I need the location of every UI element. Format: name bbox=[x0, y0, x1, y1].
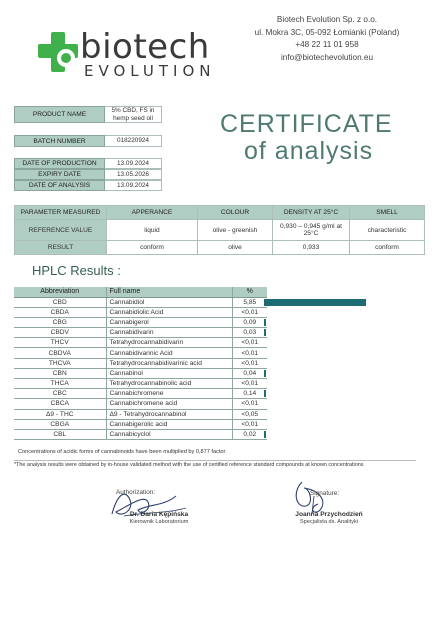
param-header-colour: COLOUR bbox=[198, 206, 273, 220]
hplc-row bbox=[14, 307, 267, 317]
hplc-percent: <0,01 bbox=[232, 379, 267, 389]
biotech-logo-plus-icon bbox=[36, 30, 80, 74]
hplc-abbreviation: CBN bbox=[14, 368, 106, 378]
hplc-abbreviation: CBDA bbox=[14, 307, 106, 317]
hplc-percent: 0,09 bbox=[232, 317, 267, 327]
hplc-full-name: Cannabidivarinic Acid bbox=[106, 348, 232, 358]
hplc-full-name: Cannabicyclol bbox=[106, 429, 232, 439]
param-header-density: DENSITY AT 25°C bbox=[273, 206, 350, 220]
analysis-row bbox=[14, 180, 162, 191]
result-colour: olive bbox=[198, 241, 273, 255]
hplc-row bbox=[14, 348, 267, 358]
hplc-percent: 0,02 bbox=[232, 429, 267, 439]
hplc-title: HPLC Results : bbox=[32, 263, 121, 278]
hplc-row bbox=[14, 317, 267, 327]
company-phone: +48 22 11 01 958 bbox=[295, 40, 359, 49]
logo-subtitle: EVOLUTION bbox=[84, 62, 216, 80]
logo-wordmark: biotech bbox=[80, 27, 210, 67]
hplc-percent: <0,05 bbox=[232, 409, 267, 419]
company-name: Biotech Evolution Sp. z o.o. bbox=[276, 15, 378, 24]
hplc-bar-cbc bbox=[264, 390, 266, 397]
hplc-header-row bbox=[14, 287, 267, 297]
reference-density: 0,930 – 0,945 g/ml at 25°C bbox=[273, 220, 350, 241]
company-contact bbox=[232, 14, 422, 64]
certificate-subtitle: of analysis bbox=[244, 137, 374, 165]
expiry-row bbox=[14, 169, 162, 180]
hplc-abbreviation: CBDV bbox=[14, 328, 106, 338]
hplc-row bbox=[14, 379, 267, 389]
hplc-percent: <0,01 bbox=[232, 348, 267, 358]
production-row bbox=[14, 158, 162, 169]
param-header-smell: SMELL bbox=[350, 206, 425, 220]
hplc-abbreviation: THCA bbox=[14, 379, 106, 389]
hplc-percent: <0,01 bbox=[232, 307, 267, 317]
hplc-full-name: Cannabichromene bbox=[106, 389, 232, 399]
hplc-full-name: Tetrahydrocannabidivarinic acid bbox=[106, 358, 232, 368]
product-name-label: PRODUCT NAME bbox=[14, 106, 105, 123]
hplc-full-name: Tetrahydrocannabidivarin bbox=[106, 338, 232, 348]
hplc-full-name: Cannabidiolic Acid bbox=[106, 307, 232, 317]
production-value: 13.09.2024 bbox=[105, 158, 162, 169]
hplc-bar-cbd bbox=[264, 299, 366, 306]
reference-label: REFERENCE VALUE bbox=[15, 220, 107, 241]
analysis-label: DATE OF ANALYSIS bbox=[14, 180, 105, 191]
result-label: RESULT bbox=[15, 241, 107, 255]
reference-row bbox=[15, 220, 425, 241]
company-address: ul. Mokra 3C, 05-092 Łomianki (Poland) bbox=[254, 27, 400, 37]
hplc-percent: 0,04 bbox=[232, 368, 267, 378]
hplc-abbreviation: CBG bbox=[14, 317, 106, 327]
hplc-abbreviation: CBGA bbox=[14, 419, 106, 429]
hplc-percent: <0,01 bbox=[232, 338, 267, 348]
hplc-percent: 5,85 bbox=[232, 297, 267, 307]
left-signature-role: Kierownik Laboratorium bbox=[129, 519, 189, 525]
hplc-abbreviation: THCVA bbox=[14, 358, 106, 368]
batch-label: BATCH NUMBER bbox=[14, 135, 105, 147]
hplc-abbreviation: THCV bbox=[14, 338, 106, 348]
reference-smell: characteristic bbox=[350, 220, 425, 241]
batch-value: 018220924 bbox=[105, 135, 162, 147]
hplc-row bbox=[14, 409, 267, 419]
hplc-abbreviation: Δ9 - THC bbox=[14, 409, 106, 419]
product-name-row bbox=[14, 106, 162, 123]
hplc-full-name: Tetrahydrocannabinolic acid bbox=[106, 379, 232, 389]
hplc-bar-cbdv bbox=[264, 329, 266, 336]
product-name-value: 5% CBD, FS in hemp seed oil bbox=[105, 106, 162, 123]
hplc-table bbox=[14, 287, 267, 440]
hplc-full-name: Cannabidivarin bbox=[106, 328, 232, 338]
company-email[interactable]: info@biotechevolution.eu bbox=[280, 52, 374, 62]
result-smell: conform bbox=[350, 241, 425, 255]
hplc-row bbox=[14, 297, 267, 307]
hplc-row bbox=[14, 429, 267, 439]
result-row bbox=[15, 241, 425, 255]
hplc-row bbox=[14, 328, 267, 338]
production-label: DATE OF PRODUCTION bbox=[14, 158, 105, 169]
hplc-header-abbreviation: Abbreviation bbox=[14, 287, 106, 297]
expiry-label: EXPIRY DATE bbox=[14, 169, 105, 180]
hplc-row bbox=[14, 368, 267, 378]
certificate-title: CERTIFICATE bbox=[220, 110, 393, 138]
parameters-header-row bbox=[15, 206, 425, 220]
reference-colour: olive - greenish bbox=[198, 220, 273, 241]
analysis-value: 13.09.2024 bbox=[105, 180, 162, 191]
hplc-full-name: Δ9 - Tetrahydrocannabinol bbox=[106, 409, 232, 419]
hplc-abbreviation: CBC bbox=[14, 389, 106, 399]
parameters-table bbox=[14, 205, 425, 255]
hplc-bar-cbl bbox=[264, 431, 266, 438]
reference-appearance: liquid bbox=[107, 220, 198, 241]
hplc-header-percent: % bbox=[232, 287, 267, 297]
batch-row bbox=[14, 135, 162, 147]
acidic-note: Concentrations of acidic forms of cannabinoids have been multiplied by 0,877 factor bbox=[18, 449, 226, 455]
hplc-percent: <0,01 bbox=[232, 399, 267, 409]
param-header-parameter: PARAMETER MEASURED bbox=[15, 206, 107, 220]
notes-divider bbox=[14, 460, 416, 461]
left-signature-label: Authorization: bbox=[116, 489, 156, 496]
hplc-full-name: Cannabidiol bbox=[106, 297, 232, 307]
result-density: 0,933 bbox=[273, 241, 350, 255]
method-note: *The analysis results were obtained by in-house validated method with the use of certified reference standard compounds at known concentrations bbox=[14, 462, 364, 468]
hplc-percent: <0,01 bbox=[232, 419, 267, 429]
hplc-full-name: Cannabichromene acid bbox=[106, 399, 232, 409]
hplc-row bbox=[14, 389, 267, 399]
expiry-value: 13.05.2026 bbox=[105, 169, 162, 180]
hplc-abbreviation: CBCA bbox=[14, 399, 106, 409]
right-signature-name: Joanna Przychodzień bbox=[295, 511, 363, 518]
hplc-full-name: Cannabigerolic acid bbox=[106, 419, 232, 429]
result-appearance: conform bbox=[107, 241, 198, 255]
right-signature-label: Signature: bbox=[310, 490, 340, 497]
param-header-appearance: APPERANCE bbox=[107, 206, 198, 220]
hplc-percent: <0,01 bbox=[232, 358, 267, 368]
hplc-abbreviation: CBL bbox=[14, 429, 106, 439]
hplc-percent: 0,14 bbox=[232, 389, 267, 399]
hplc-body bbox=[14, 297, 267, 440]
hplc-percent: 0,03 bbox=[232, 328, 267, 338]
hplc-full-name: Cannabigerol bbox=[106, 317, 232, 327]
hplc-row bbox=[14, 399, 267, 409]
hplc-abbreviation: CBD bbox=[14, 297, 106, 307]
left-signature-name: Dr. Daria Kępińska bbox=[129, 511, 189, 518]
hplc-abbreviation: CBDVA bbox=[14, 348, 106, 358]
right-signature-role: Specjalista ds. Analityki bbox=[299, 519, 359, 525]
hplc-full-name: Cannabinol bbox=[106, 368, 232, 378]
hplc-row bbox=[14, 338, 267, 348]
hplc-row bbox=[14, 358, 267, 368]
hplc-header-full-name: Full name bbox=[106, 287, 232, 297]
hplc-bar-cbg bbox=[264, 319, 266, 326]
hplc-bar-cbn bbox=[264, 370, 266, 377]
hplc-row bbox=[14, 419, 267, 429]
